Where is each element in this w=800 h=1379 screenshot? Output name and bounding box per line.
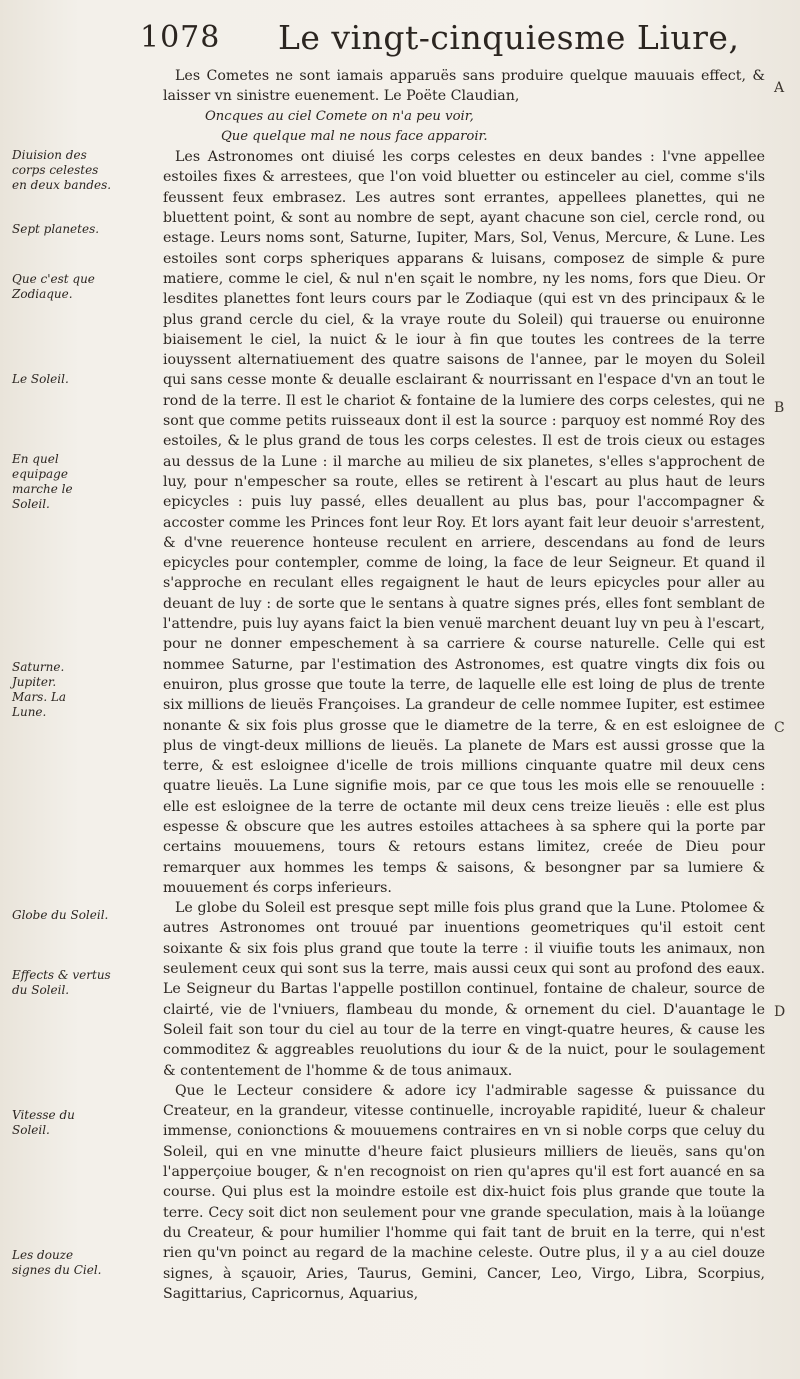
verse-line-1: Oncques au ciel Comete on n'a peu voir,	[205, 108, 474, 124]
verse-line-2: Que quelque mal ne nous face apparoir.	[221, 128, 488, 144]
body-text	[163, 66, 765, 1304]
paragraph-lecteur: Que le Lecteur considere & adore icy l'admirable sagesse & puissance du Createur, en la grandeur, vitesse continuelle, incroyable rapidité, lueur & chaleur immense, conionctions & mouuemens contraires en vn si noble corps que celuy du Soleil, qui en vne minutte d'heure faict plusieurs milliers de lieuës, sans qu'on l'apperçoiue bouger, & n'en recognoist on rien qu'apres qu'il est fort auancé en sa course. Qui plus est la moindre estoile est dix-huict fois plus grande que toute la terre. Cecy soit dict non seulement pour vne grande speculation, mais à la loüange du Createur, & pour humilier l'homme qui fait tant de bruit en la terre, qui n'est rien qu'vn poinct au regard de la machine celeste. Outre plus, il y a au ciel douze signes, à sçauoir, Aries, Taurus, Gemini, Cancer, Leo, Virgo, Libra, Scorpius, Sagittarius, Capricornus, Aquarius,	[163, 1082, 765, 1302]
side-letter-b: B	[774, 400, 785, 416]
margin-note-globe: Globe du Soleil.	[12, 908, 109, 922]
margin-note-zodiaque: Que c'est que Zodiaque.	[12, 272, 95, 301]
paragraph-cometes: Les Cometes ne sont iamais apparuës sans produire quelque mauuais effect, & laisser vn sinistre euenement. Le Poëte Claudian,	[163, 68, 765, 105]
page-header	[128, 18, 768, 64]
side-letter-a: A	[774, 80, 785, 96]
margin-note-division: Diuision des corps celestes en deux bandes.	[12, 148, 112, 192]
margin-note-signes: Les douze signes du Ciel.	[12, 1248, 102, 1277]
margin-note-sept-planetes: Sept planetes.	[12, 222, 100, 236]
margin-note-planetes: Saturne. Jupiter. Mars. La Lune.	[12, 660, 67, 719]
running-title: Le vingt-cinquiesme Liure,	[278, 18, 740, 57]
margin-note-vitesse: Vitesse du Soleil.	[12, 1108, 75, 1137]
paragraph-globe: Le globe du Soleil est presque sept mille fois plus grand que la Lune. Ptolomee & autres Astronomes ont trouué par inuentions geometriques qu'il estoit cent soixante & six fois plus grand que toute la terre : il viuifie touts les animaux, non seulement ceux qui sont sus la terre, mais aussi ceux qui sont au profond des eaux. Le Seigneur du Bartas l'appelle postillon continuel, fontaine de chaleur, source de clairté, vie de l'vniuers, flambeau du monde, & ornement du ciel. D'auantage le Soleil fait son tour du ciel au tour de la terre en vingt-quatre heures, & cause les commoditez & aggreables reuolutions du iour & de la nuict, pour le soulagement & contentement de l'homme & de tous animaux.	[163, 900, 765, 1079]
paragraph-astronomes: Les Astronomes ont diuisé les corps celestes en deux bandes : l'vne appellee estoiles fixes & arrestees, que l'on void bluetter ou estinceler au ciel, comme s'ils feussent feux embrasez. Les autres sont errantes, appellees planettes, qui ne bluettent point, & sont au nombre de sept, ayant chacune son ciel, cercle rond, ou estage. Leurs noms sont, Saturne, Iupiter, Mars, Sol, Venus, Mercure, & Lune. Les estoiles sont corps spheriques apparans & luisans, composez de simple & pure matiere, comme le ciel, & nul n'en sçait le nombre, ny les noms, fors que Dieu. Or lesdites planettes font leurs cours par le Zodiaque (qui est vn des principaux & le plus grand cercle du ciel, & la vraye route du Soleil) qui trauerse ou enuironne biaisement le ciel, la nuict & le iour à fin que toutes les contrees de la terre iouyssent alternatiuement des quatre saisons de l'annee, par le moyen du Soleil qui sans cesse monte & deualle esclairant & nourrissant en l'espace d'vn an tout le rond de la terre. Il est le chariot & fontaine de la lumiere des corps celestes, qui ne sont que comme petits ruisseaux dont il est la source : parquoy est nommé Roy des estoiles, & le plus grand de tous les corps celestes. Il est de trois cieux ou estages au dessus de la Lune : il marche au milieu de six planetes, s'elles s'approchent de luy, pour n'empescher sa route, elles se retirent à l'escart au plus haut de leurs epicycles : puis luy passé, elles deuallent au plus bas, pour l'accompagner & accoster comme les Princes font leur Roy. Et lors ayant fait leur deuoir s'arrestent, & d'vne reuerence honteuse reculent en arriere, descendans au fond de leurs epicycles pour contempler, comme de loing, la face de leur Seigneur. Et quand il s'approche en reculant elles regaignent le haut de leurs epicycles pour aller au deuant de luy : de sorte que le sentans à quatre signes prés, elles font semblant de l'attendre, puis luy ayans faict la bien venuë marchent deuant luy vn peu à l'escart, pour ne donner empeschement à sa carriere & course naturelle. Celle qui est nommee Saturne, par l'estimation des Astronomes, est quatre vingts dix fois ou enuiron, plus grosse que toute la terre, de laquelle elle est loing de plus de trente six millions de lieuës Françoises. La grandeur de celle nommee Iupiter, est estimee nonante & six fois plus grosse que le diametre de la terre, & en est esloignee de plus de vingt-deux millions de lieuës. La planete de Mars est aussi grosse que la terre, & est esloignee d'icelle de trois millions cinquante quatre mil deux cens quatre lieuës. La Lune signifie mois, par ce que tous les mois elle se renouuelle : elle est esloignee de la terre de octante mil deux cens treize lieuës : elle est plus espesse & obscure que les autres estoiles attachees à sa sphere qui la porte par certains mouuemens, tours & retours estans limitez, creée de Dieu pour remarquer aux hommes les temps & saisons, & besongner par sa lumiere & mouuement és corps inferieurs.	[163, 149, 765, 896]
margin-note-equipage: En quel equipage marche le Soleil.	[12, 452, 73, 511]
margin-note-soleil: Le Soleil.	[12, 372, 69, 386]
side-letter-d: D	[774, 1004, 786, 1020]
margin-note-effects: Effects & vertus du Soleil.	[12, 968, 111, 997]
folio-number: 1078	[140, 20, 221, 55]
side-letter-c: C	[774, 720, 785, 736]
